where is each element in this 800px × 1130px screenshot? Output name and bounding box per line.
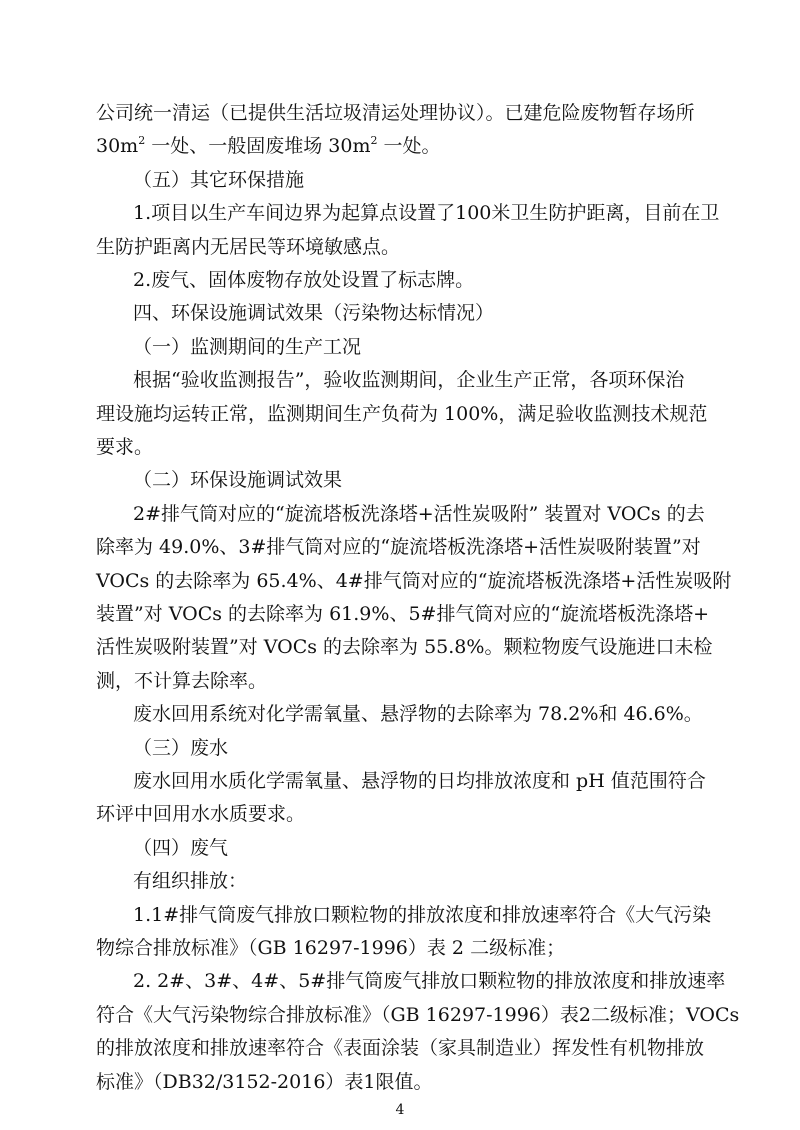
text-line-19: 废水回用系统对化学需氧量、悬浮物的去除率为 78.2%和 46.6%。 xyxy=(133,703,703,726)
subsection-heading-1: （一）监测期间的生产工况 xyxy=(133,335,362,358)
text-line-21: 废水回用水质化学需氧量、悬浮物的日均排放浓度和 pH 值范围符合 xyxy=(133,770,706,792)
text-line-4: 1.项目以生产车间边界为起算点设置了100米卫生防护距离，目前在卫 xyxy=(133,202,720,225)
text-line-6: 2.废气、固体废物存放处设置了标志牌。 xyxy=(133,269,475,291)
text-line-2 xyxy=(0,131,800,161)
text-line-2-content: $30m^2$ 一处、一般固废堆场 $30m^2$ 一处。 xyxy=(96,134,441,158)
text-line-18: 测，不计算去除率。 xyxy=(96,669,268,692)
text-line-5: 生防护距离内无居民等环境敏感点。 xyxy=(96,235,401,258)
text-line-27: 2. 2#、3#、4#、5#排气筒废气排放口颗粒物的排放浓度和排放速率 xyxy=(133,970,726,993)
text-line-22: 环评中回用水水质要求。 xyxy=(96,803,306,826)
text-line-11: 要求。 xyxy=(96,436,154,458)
subsection-heading-2: （二）环保设施调试效果 xyxy=(133,469,343,492)
text-line-15: VOCs 的去除率为 65.4%、4#排气筒对应的“旋流塔板洗涤塔+活性炭吸附 xyxy=(96,569,732,592)
text-line-28: 符合《大气污染物综合排放标准》（GB 16297-1996）表2二级标准；VOCs xyxy=(96,1003,740,1026)
subsection-heading-3: （三）废水 xyxy=(133,736,229,759)
section-heading-5: （五）其它环保措施 xyxy=(133,168,305,191)
text-line-14: 除率为 49.0%、3#排气筒对应的“旋流塔板洗涤塔+活性炭吸附装置”对 xyxy=(96,536,701,559)
section-heading-4: 四、环保设施调试效果（污染物达标情况） xyxy=(133,302,495,325)
text-line-13: 2#排气筒对应的“旋流塔板洗涤塔+活性炭吸附” 装置对 VOCs 的去 xyxy=(133,502,705,525)
text-line-30: 标准》（DB32/3152-2016）表1限值。 xyxy=(96,1070,433,1093)
text-line-25: 1.1#排气筒废气排放口颗粒物的排放浓度和排放速率符合《大气污染 xyxy=(133,903,712,926)
text-line-17: 活性炭吸附装置”对 VOCs 的去除率为 55.8%。颗粒物废气设施进口未检 xyxy=(96,636,713,659)
text-line-1: 公司统一清运（已提供生活垃圾清运处理协议）。已建危险废物暂存场所 xyxy=(96,102,695,124)
text-line-9: 根据“验收监测报告”，验收监测期间，企业生产正常，各项环保治 xyxy=(133,369,685,392)
text-line-10: 理设施均运转正常，监测期间生产负荷为 100%，满足验收监测技术规范 xyxy=(96,402,708,425)
text-line-29: 的排放浓度和排放速率符合《表面涂装（家具制造业）挥发性有机物排放 xyxy=(96,1037,705,1060)
page-number: 4 xyxy=(395,1102,405,1118)
text-line-26: 物综合排放标准》（GB 16297-1996）表 2 二级标准； xyxy=(96,937,566,959)
subsection-heading-4: （四）废气 xyxy=(133,836,229,859)
text-line-24: 有组织排放： xyxy=(133,870,248,893)
text-line-16: 装置”对 VOCs 的去除率为 61.9%、5#排气筒对应的“旋流塔板洗涤塔+ xyxy=(96,603,710,625)
